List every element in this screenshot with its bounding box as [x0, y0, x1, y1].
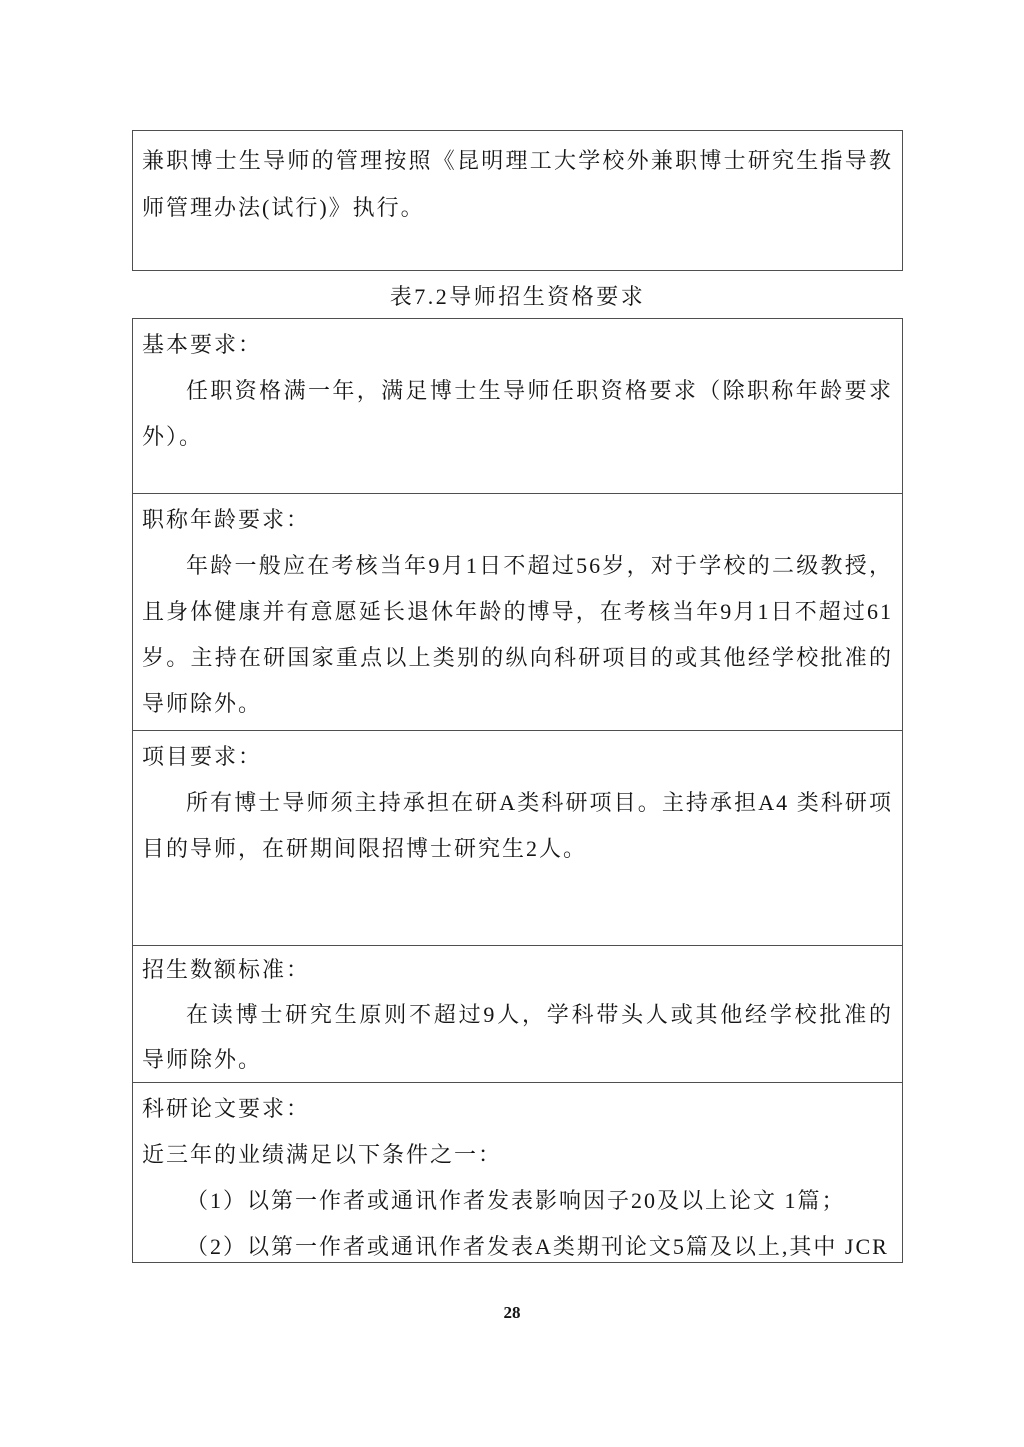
row-paragraph: 年龄一般应在考核当年9月1日不超过56岁，对于学校的二级教授，且身体健康并有意愿延长退休年龄的博导，在考核当年9月1日不超过61岁。主持在研国家重点以上类别的纵向科研项目的或其他经学校批准的导师除外。	[142, 553, 893, 716]
table-row-title-age-requirements	[133, 494, 902, 731]
table-row-project-requirements	[133, 731, 902, 946]
intro-box	[132, 130, 903, 271]
row-paragraph: 近三年的业绩满足以下条件之一：	[142, 1142, 503, 1167]
row-list-item: （1）以第一作者或通讯作者发表影响因子20及以上论文 1篇；	[186, 1188, 846, 1213]
row-label: 招生数额标准：	[142, 957, 311, 982]
page-number: 28	[503, 1303, 521, 1322]
table-caption: 表7.2导师招生资格要求	[389, 284, 646, 309]
row-paragraph: 在读博士研究生原则不超过9人，学科带头人或其他经学校批准的导师除外。	[142, 1002, 893, 1072]
row-label: 项目要求：	[142, 744, 263, 769]
row-label: 职称年龄要求：	[142, 507, 311, 532]
requirements-table	[132, 318, 903, 1263]
row-label: 科研论文要求：	[142, 1096, 311, 1121]
intro-text: 兼职博士生导师的管理按照《昆明理工大学校外兼职博士研究生指导教师管理办法(试行)》执行。	[142, 148, 893, 220]
table-row-basic-requirements	[133, 319, 902, 494]
table-row-enrollment-quota	[133, 946, 902, 1083]
table-row-paper-requirements	[133, 1083, 902, 1262]
row-label: 基本要求：	[142, 332, 263, 357]
row-paragraph: 所有博士导师须主持承担在研A类科研项目。主持承担A4 类科研项目的导师，在研期间限招博士研究生2人。	[142, 790, 893, 861]
row-paragraph: 任职资格满一年，满足博士生导师任职资格要求（除职称年龄要求外）。	[142, 378, 893, 449]
row-list-item: （2）以第一作者或通讯作者发表A类期刊论文5篇及以上,其中 JCR	[186, 1234, 889, 1259]
